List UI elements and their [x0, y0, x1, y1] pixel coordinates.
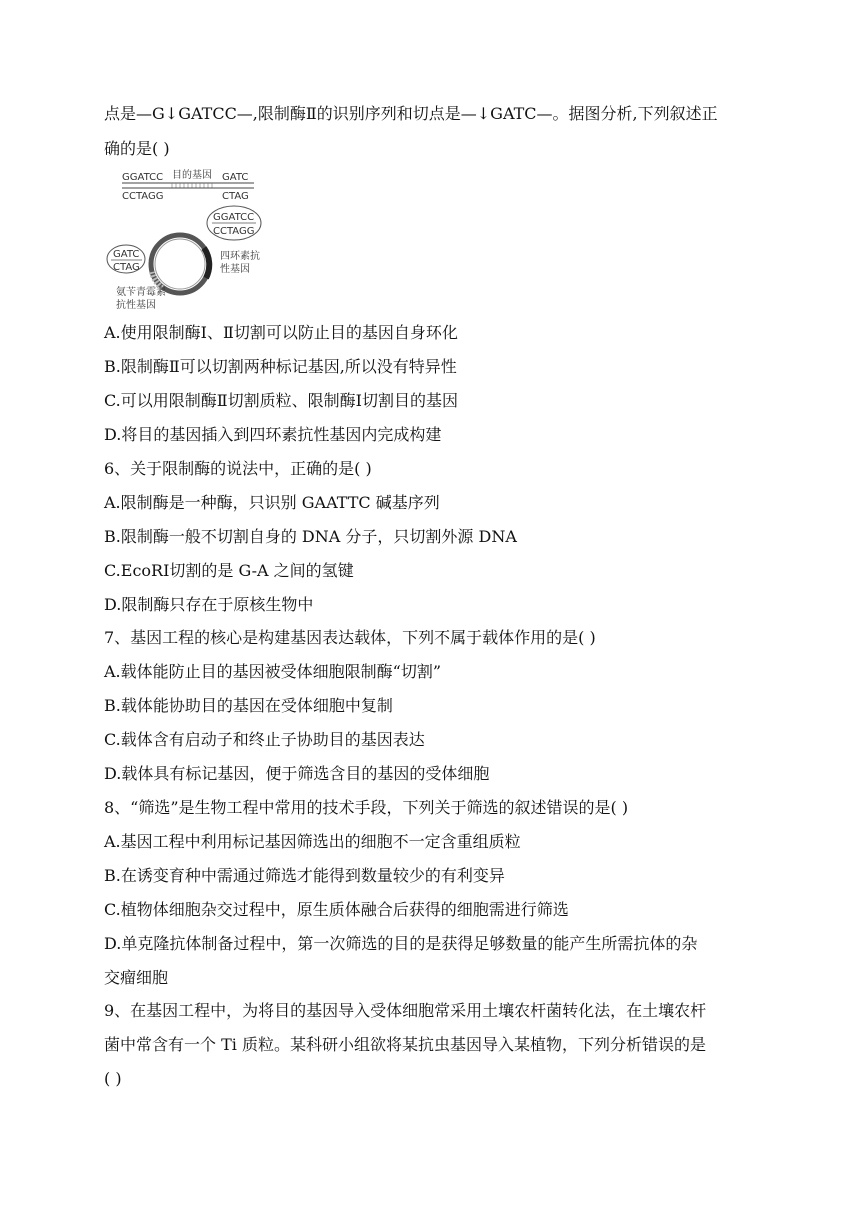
fig-amp-label-1: 氨苄青霉素 [116, 287, 166, 298]
fig-tet-label-2: 性基因 [220, 264, 250, 275]
q5-option-b: B.限制酶Ⅱ可以切割两种标记基因,所以没有特异性 [104, 357, 457, 376]
fig-hatch-marks [172, 183, 212, 188]
fig-left-seq-1: GATC [113, 249, 140, 260]
q8-option-d: D.单克隆抗体制备过程中，第一次筛选的目的是获得足够数量的能产生所需抗体的杂 [104, 934, 698, 953]
q9-stem-line1: 9、在基因工程中，为将目的基因导入受体细胞常采用土壤农杆菌转化法，在土壤农杆 [104, 1001, 707, 1020]
q6-option-c: C.EcoRⅠ切割的是 G-A 之间的氢键 [104, 561, 354, 580]
fig-left-seq-2: CTAG [113, 262, 140, 273]
q7-stem: 7、基因工程的核心是构建基因表达载体，下列不属于载体作用的是( ) [104, 628, 596, 647]
fig-tet-label-1: 四环素抗 [220, 251, 260, 262]
q5-option-d: D.将目的基因插入到四环素抗性基因内完成构建 [104, 425, 442, 444]
plasmid-diagram [104, 166, 274, 312]
fig-top-right-seq-1: GATC [222, 172, 249, 183]
q5-option-a: A.使用限制酶Ⅰ、Ⅱ切割可以防止目的基因自身环化 [104, 323, 458, 342]
q6-stem: 6、关于限制酶的说法中，正确的是( ) [104, 459, 372, 478]
q7-option-d: D.载体具有标记基因，便于筛选含目的基因的受体细胞 [104, 764, 490, 783]
q6-option-b: B.限制酶一般不切割自身的 DNA 分子，只切割外源 DNA [104, 527, 517, 546]
q8-stem: 8、“筛选”是生物工程中常用的技术手段，下列关于筛选的叙述错误的是( ) [104, 798, 629, 817]
q9-stem-line3: ( ) [104, 1069, 122, 1088]
q8-option-a: A.基因工程中利用标记基因筛选出的细胞不一定含重组质粒 [104, 832, 521, 851]
fig-top-left-seq-1: GGATCC [122, 172, 164, 183]
q7-option-c: C.载体含有启动子和终止子协助目的基因表达 [104, 730, 425, 749]
q7-option-b: B.载体能协助目的基因在受体细胞中复制 [104, 696, 393, 715]
q6-option-d: D.限制酶只存在于原核生物中 [104, 595, 314, 614]
fig-plasmid-inner [155, 239, 205, 289]
q5-option-c: C.可以用限制酶Ⅱ切割质粒、限制酶Ⅰ切割目的基因 [104, 391, 458, 410]
q8-option-d-cont: 交瘤细胞 [104, 968, 169, 987]
fig-amp-label-2: 抗性基因 [116, 300, 156, 311]
q8-option-b: B.在诱变育种中需通过筛选才能得到数量较少的有利变异 [104, 866, 505, 885]
fig-gene-label: 目的基因 [172, 170, 212, 181]
fig-right-seq-2: CCTAGG [213, 226, 255, 237]
fig-right-seq-1: GGATCC [213, 212, 255, 223]
fig-top-right-seq-2: CTAG [222, 191, 249, 202]
q6-option-a: A.限制酶是一种酶，只识别 GAATTC 碱基序列 [104, 493, 440, 512]
q8-option-c: C.植物体细胞杂交过程中，原生质体融合后获得的细胞需进行筛选 [104, 900, 569, 919]
q5-stem-line2: 确的是( ) [104, 139, 170, 158]
fig-top-left-seq-2: CCTAGG [122, 191, 164, 202]
q7-option-a: A.载体能防止目的基因被受体细胞限制酶“切割” [104, 662, 442, 681]
q5-stem-line1: 点是—G↓GATCC—,限制酶Ⅱ的识别序列和切点是—↓GATC—。据图分析,下列叙述正 [104, 104, 718, 123]
q9-stem-line2: 菌中常含有一个 Ti 质粒。某科研小组欲将某抗虫基因导入某植物，下列分析错误的是 [104, 1035, 706, 1054]
